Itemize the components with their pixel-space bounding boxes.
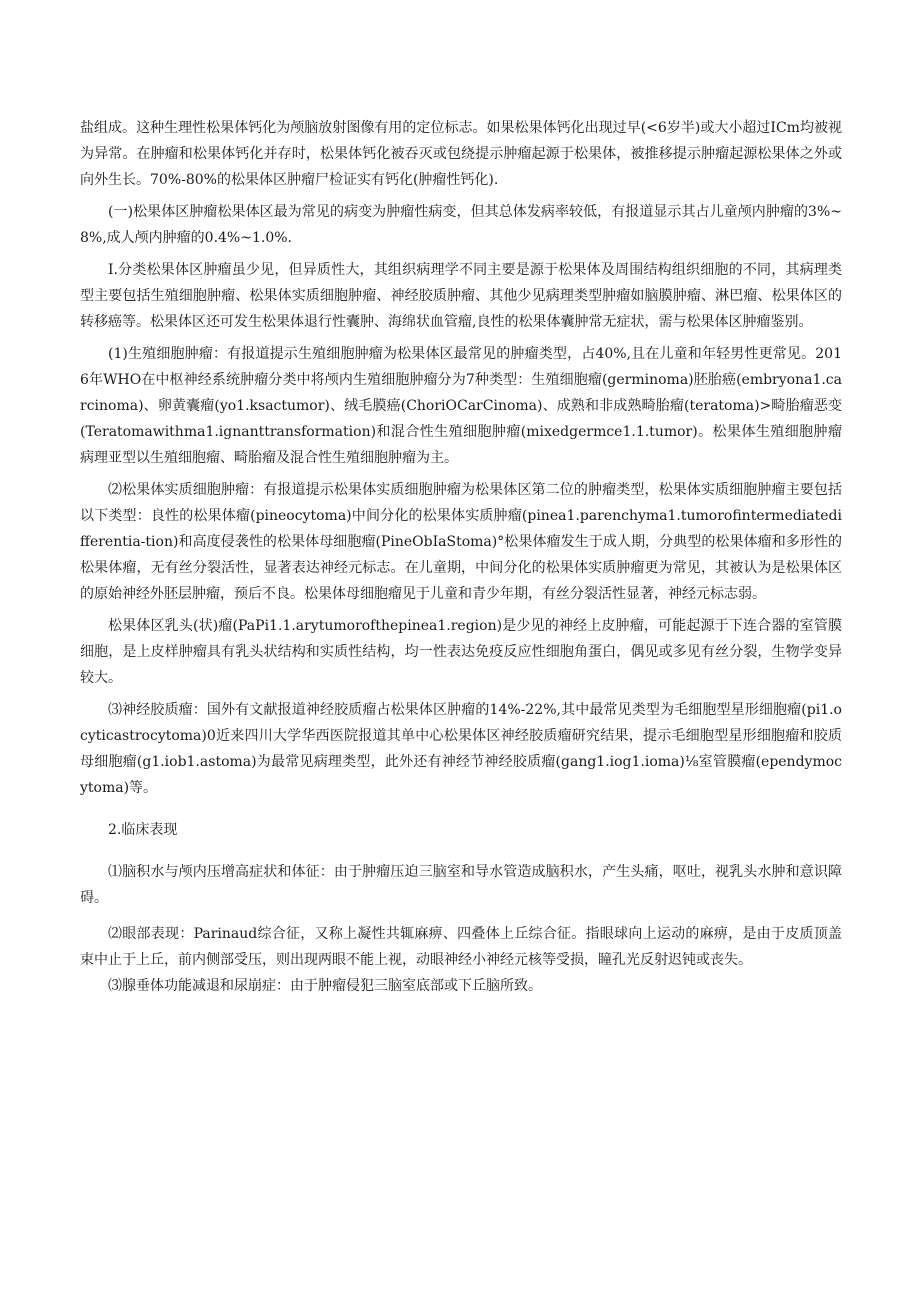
- paragraph-classification: I.分类松果体区肿瘤虽少见，但异质性大，其组织病理学不同主要是源于松果体及周围结构组织细胞的不同，其病理类型主要包括生殖细胞肿瘤、松果体实质细胞肿瘤、神经胶质肿瘤、其他少见病理类型肿瘤如脑膜肿瘤、淋巴瘤、松果体区的转移癌等。松果体区还可发生松果体退行性囊肿、海绵状血管瘤,良性的松果体囊肿常无症状，需与松果体区肿瘤鉴别。: [80, 262, 842, 330]
- paragraph-pineal-tumor-overview: (一)松果体区肿瘤松果体区最为常见的病变为肿瘤性病变，但其总体发病率较低，有报道显示其占儿童颅内肿瘤的3%~8%,成人颅内肿瘤的0.4%~1.0%.: [80, 204, 842, 246]
- section-heading-clinical: 2.临床表现: [108, 822, 178, 838]
- document-body: [80, 115, 842, 999]
- paragraph-papillary-tumor: 松果体区乳头(状)瘤(PaPi1.1.arytumorofthepinea1.region)是少见的神经上皮肿瘤，可能起源于下连合器的室管膜细胞，是上皮样肿瘤具有乳头状结构和实质性结构，均一性表达免疫反应性细胞角蛋白，偶见或多见有丝分裂，生物学变异较大。: [80, 618, 842, 686]
- paragraph-hydrocephalus: ⑴脑积水与颅内压增高症状和体征：由于肿瘤压迫三脑室和导水管造成脑积水，产生头痛，呕吐，视乳头水肿和意识障碍。: [80, 864, 842, 906]
- paragraph-pineal-parenchymal-tumor: ⑵松果体实质细胞肿瘤：有报道提示松果体实质细胞肿瘤为松果体区第二位的肿瘤类型，松果体实质细胞肿瘤主要包括以下类型：良性的松果体瘤(pineocytoma)中间分化的松果体实质肿瘤(pinea1.parenchyma1.tumorofintermediatedifferentia-tion)和高度侵袭性的松果体母细胞瘤(PineObIaStoma)°松果体瘤发生于成人期，分典型的松果体瘤和多形性的松果体瘤，无有丝分裂活性，显著表达神经元标志。在儿童期，中间分化的松果体实质肿瘤更为常见，其被认为是松果体区的原始神经外胚层肿瘤，预后不良。松果体母细胞瘤见于儿童和青少年期，有丝分裂活性显著，神经元标志弱。: [80, 482, 842, 602]
- paragraph-germ-cell-tumor: (1)生殖细胞肿瘤：有报道提示生殖细胞肿瘤为松果体区最常见的肿瘤类型，占40%,且在儿童和年轻男性更常见。2016年WHO在中枢神经系统肿瘤分类中将颅内生殖细胞肿瘤分为7种类型：生殖细胞瘤(germinoma)胚胎癌(embryona1.carcinoma)、卵黄囊瘤(yo1.ksactumor)、绒毛膜癌(ChoriOCarCinoma)、成熟和非成熟畸胎瘤(teratoma)>畸胎瘤恶变(Teratomawithma1.ignanttransformation)和混合性生殖细胞肿瘤(mixedgermce1.1.tumor)。松果体生殖细胞肿瘤病理亚型以生殖细胞瘤、畸胎瘤及混合性生殖细胞肿瘤为主。: [80, 346, 842, 466]
- paragraph-calcification: 盐组成。这种生理性松果体钙化为颅脑放射图像有用的定位标志。如果松果体钙化出现过早(<6岁半)或大小超过ICm均被视为异常。在肿瘤和松果体钙化并存时，松果体钙化被吞灭或包绕提示肿瘤起源于松果体，被推移提示肿瘤起源松果体之外或向外生长。70%-80%的松果体区肿瘤尸检证实有钙化(肿瘤性钙化).: [80, 120, 842, 188]
- paragraph-eye-signs: ⑵眼部表现：Parinaud综合征，又称上凝性共辄麻痹、四叠体上丘综合征。指眼球向上运动的麻痹，是由于皮质顶盖束中止于上丘，前内侧部受压，则出现两眼不能上视，动眼神经小神经元核等受损，瞳孔光反射迟钝或丧失。: [80, 926, 842, 968]
- paragraph-pituitary: ⑶腺垂体功能减退和尿崩症：由于肿瘤侵犯三脑室底部或下丘脑所致。: [108, 978, 542, 994]
- paragraph-glioma: ⑶神经胶质瘤：国外有文献报道神经胶质瘤占松果体区肿瘤的14%-22%,其中最常见类型为毛细胞型星形细胞瘤(pi1.ocyticastrocytoma)0近来四川大学华西医院报道其单中心松果体区神经胶质瘤研究结果，提示毛细胞型星形细胞瘤和胶质母细胞瘤(g1.iob1.astoma)为最常见病理类型，此外还有神经节神经胶质瘤(gang1.iog1.ioma)⅛室管膜瘤(ependymocytoma)等。: [80, 702, 842, 796]
